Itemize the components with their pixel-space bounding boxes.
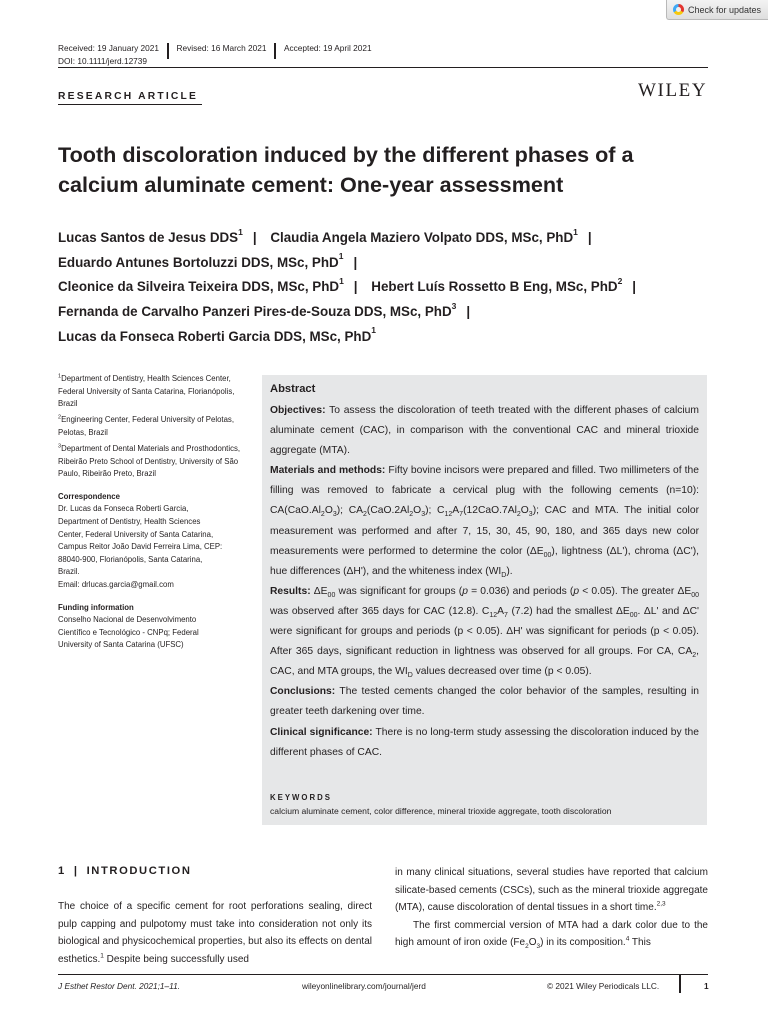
author-name[interactable]: Fernanda de Carvalho Panzeri Pires-de-Souza DDS, MSc, PhD: [58, 304, 452, 320]
publisher-logo: WILEY: [638, 80, 708, 101]
section-heading-introduction: 1 | INTRODUCTION: [58, 865, 192, 877]
affiliation-ref: 1: [371, 325, 377, 336]
funding-line: Conselho Nacional de Desenvolvimento: [58, 615, 197, 625]
check-for-updates-label: Check for updates: [688, 4, 762, 15]
correspondence-heading: Correspondence: [58, 491, 120, 501]
affiliation: $^3$Department of Dental Materials and Prosthodontics, Ribeirão Preto School of Dentistry, University of São Paulo, Ribeirão Preto, Brazil: [58, 443, 241, 479]
affiliation-ref: 1: [338, 251, 344, 262]
journal-url[interactable]: wileyonlinelibrary.com/journal/jerd: [302, 981, 426, 991]
correspondence-line: 88040-900, Florianópolis, Santa Catarina,: [58, 554, 203, 564]
author-name[interactable]: Lucas Santos de Jesus DDS: [58, 230, 239, 245]
abstract-methods: Materials and methods: Fifty bovine incisors were prepared and filled. Two millimeters of the filling was removed to fabricate a cervical plug with the following cements (n=10): $CA(CaO.Al_2O_3)$; $CA_2(CaO.2Al_2O_3)$; $C_{12}A_7(12CaO.7Al_2O_3)$; CAC and MTA. The initial color measurement was performed and after 7, 15, 30, 45, 90, 180, and 365 days new color measurements were performed to determine the color $(\Delta E_{00})$, lightness (ΔL'), chroma (ΔC'), hue differences (ΔH'), and the whiteness index $(WI_D)$.: [270, 465, 699, 579]
affiliation-ref: 3: [451, 300, 457, 311]
correspondence-line: Brazil.: [58, 567, 80, 577]
accepted-date: Accepted: 19 April 2021: [283, 43, 372, 53]
paragraph: in many clinical situations, several studies have reported that calcium silicate-based cements (CSCs), such as the mineral trioxide aggregate (MTA), cause discoloration of dental tissues in a short time.$^{2,3}$: [395, 867, 708, 914]
paragraph: The first commercial version of MTA had a dark color due to the high amount of iron oxide $(Fe_2O_3)$ in its composition.$^4$ This: [395, 919, 708, 951]
author-name[interactable]: Lucas da Fonseca Roberti Garcia DDS, MSc, PhD: [58, 328, 372, 344]
correspondence-line: Campus Reitor João David Ferreira Lima, CEP:: [58, 542, 223, 552]
correspondence-line: Department of Dentistry, Health Sciences: [58, 516, 201, 526]
divider: [58, 104, 202, 105]
received-date: Received: 19 January 2021: [58, 43, 160, 53]
correspondence-email[interactable]: Email: drlucas.garcia@gmail.com: [58, 579, 174, 589]
correspondence-line: Dr. Lucas da Fonseca Roberti Garcia,: [58, 504, 189, 514]
funding-line: University of Santa Catarina (UFSC): [58, 640, 184, 650]
affiliation-ref: 2: [617, 275, 623, 286]
abstract-objectives: Objectives: To assess the discoloration of teeth treated with the different phases of calcium aluminate cement (CAC), in comparison with the conventional CAC and mineral trioxide aggregate (MTA).: [270, 405, 699, 457]
body-column-left: [58, 898, 372, 968]
divider: [274, 43, 276, 59]
divider: [679, 975, 681, 993]
divider: [58, 974, 708, 975]
abstract-heading: Abstract: [270, 383, 316, 395]
affiliation-ref: 1: [339, 275, 344, 286]
abstract-clinical-significance: Clinical significance: There is no long-term study assessing the discoloration induced by the different phases of CAC.: [270, 726, 699, 758]
abstract-conclusions: Conclusions: The tested cements changed the color behavior of the samples, resulting in greater teeth darkening over time.: [270, 686, 699, 718]
copyright: © 2021 Wiley Periodicals LLC.: [547, 981, 660, 991]
crossmark-icon: [673, 4, 684, 15]
citation-ref[interactable]: 4: [625, 936, 630, 944]
affiliation-ref: 1: [573, 226, 578, 237]
check-for-updates-button[interactable]: [666, 0, 768, 20]
citation-ref[interactable]: 1: [100, 952, 104, 960]
paragraph: The choice of a specific cement for root perforations sealing, direct pulp capping and pulpotomy must take into consideration not only its biological and physicochemical properties, but also its effects on dental esthetics.$^1$ Despite being successfully used: [58, 901, 372, 965]
article-title: Tooth discoloration induced by the different phases of a calcium aluminate cement: One-year assessment: [58, 142, 634, 197]
author-name[interactable]: Hebert Luís Rossetto B Eng, MSc, PhD: [371, 279, 618, 295]
doi-link[interactable]: DOI: 10.1111/jerd.12739: [58, 56, 148, 66]
article-sidebar: [58, 373, 248, 652]
author-name[interactable]: Eduardo Antunes Bortoluzzi DDS, MSc, PhD: [58, 254, 339, 270]
funding-heading: Funding information: [58, 602, 134, 612]
affiliation: $^1$Department of Dentistry, Health Sciences Center, Federal University of Santa Catarina, Florianópolis, Brazil: [58, 373, 235, 409]
divider: [167, 43, 169, 59]
keywords-heading: KEYWORDS: [270, 792, 332, 802]
correspondence-line: Center, Federal University of Santa Catarina,: [58, 529, 214, 539]
section-label: RESEARCH ARTICLE: [58, 91, 199, 102]
page-number: 1: [704, 981, 709, 991]
affiliation-ref: 1: [238, 226, 243, 237]
affiliation: $^2$Engineering Center, Federal University of Pelotas, Pelotas, Brazil: [58, 414, 234, 437]
citation-ref[interactable]: 2,3: [656, 900, 666, 908]
journal-citation: J Esthet Restor Dent. 2021;1–11.: [58, 981, 181, 991]
revised-date: Revised: 16 March 2021: [176, 43, 267, 53]
author-name[interactable]: Cleonice da Silveira Teixeira DDS, MSc, PhD: [58, 279, 340, 295]
abstract-box: [262, 375, 707, 825]
divider: [58, 67, 708, 68]
body-column-right: [395, 864, 708, 952]
author-list: Lucas Santos de Jesus DDS$^1$ | Claudia Angela Maziero Volpato DDS, MSc, PhD$^1$ | Eduardo Antunes Bortoluzzi DDS, MSc, PhD$^1$ | Cleonice da Silveira Teixeira DDS, MSc, PhD$^1$ | Hebert Luís Rossetto B Eng, MSc, PhD$^2$ | Fernanda de Carvalho Panzeri Pires-de-Souza DDS, MSc, PhD$^3$ | Lucas da Fonseca Roberti Garcia DDS, MSc, PhD$^1$: [58, 226, 637, 344]
funding-line: Científico e Tecnológico - CNPq; Federal: [58, 627, 199, 637]
abstract-results: Results: $\Delta E_{00}$ was significant for groups (p = 0.036) and periods (p < 0.05). The greater $\Delta E_{00}$ was observed after 365 days for CAC (12.8). $C_{12}A_7$ (7.2) had the smallest $\Delta E_{00}$. ΔL' and ΔC' were significant for groups and periods (p < 0.05). ΔH' was significant for periods (p < 0.05). After 365 days, significant reduction in lightness was observed for all groups. For CA, $CA_2$, CAC, and MTA groups, the $WI_D$ values decreased over time (p < 0.05).: [270, 585, 699, 680]
author-name[interactable]: Claudia Angela Maziero Volpato DDS, MSc, PhD: [270, 230, 574, 245]
article-history: [58, 40, 372, 56]
keywords-list: calcium aluminate cement, color difference, mineral trioxide aggregate, tooth discoloration: [270, 805, 612, 816]
